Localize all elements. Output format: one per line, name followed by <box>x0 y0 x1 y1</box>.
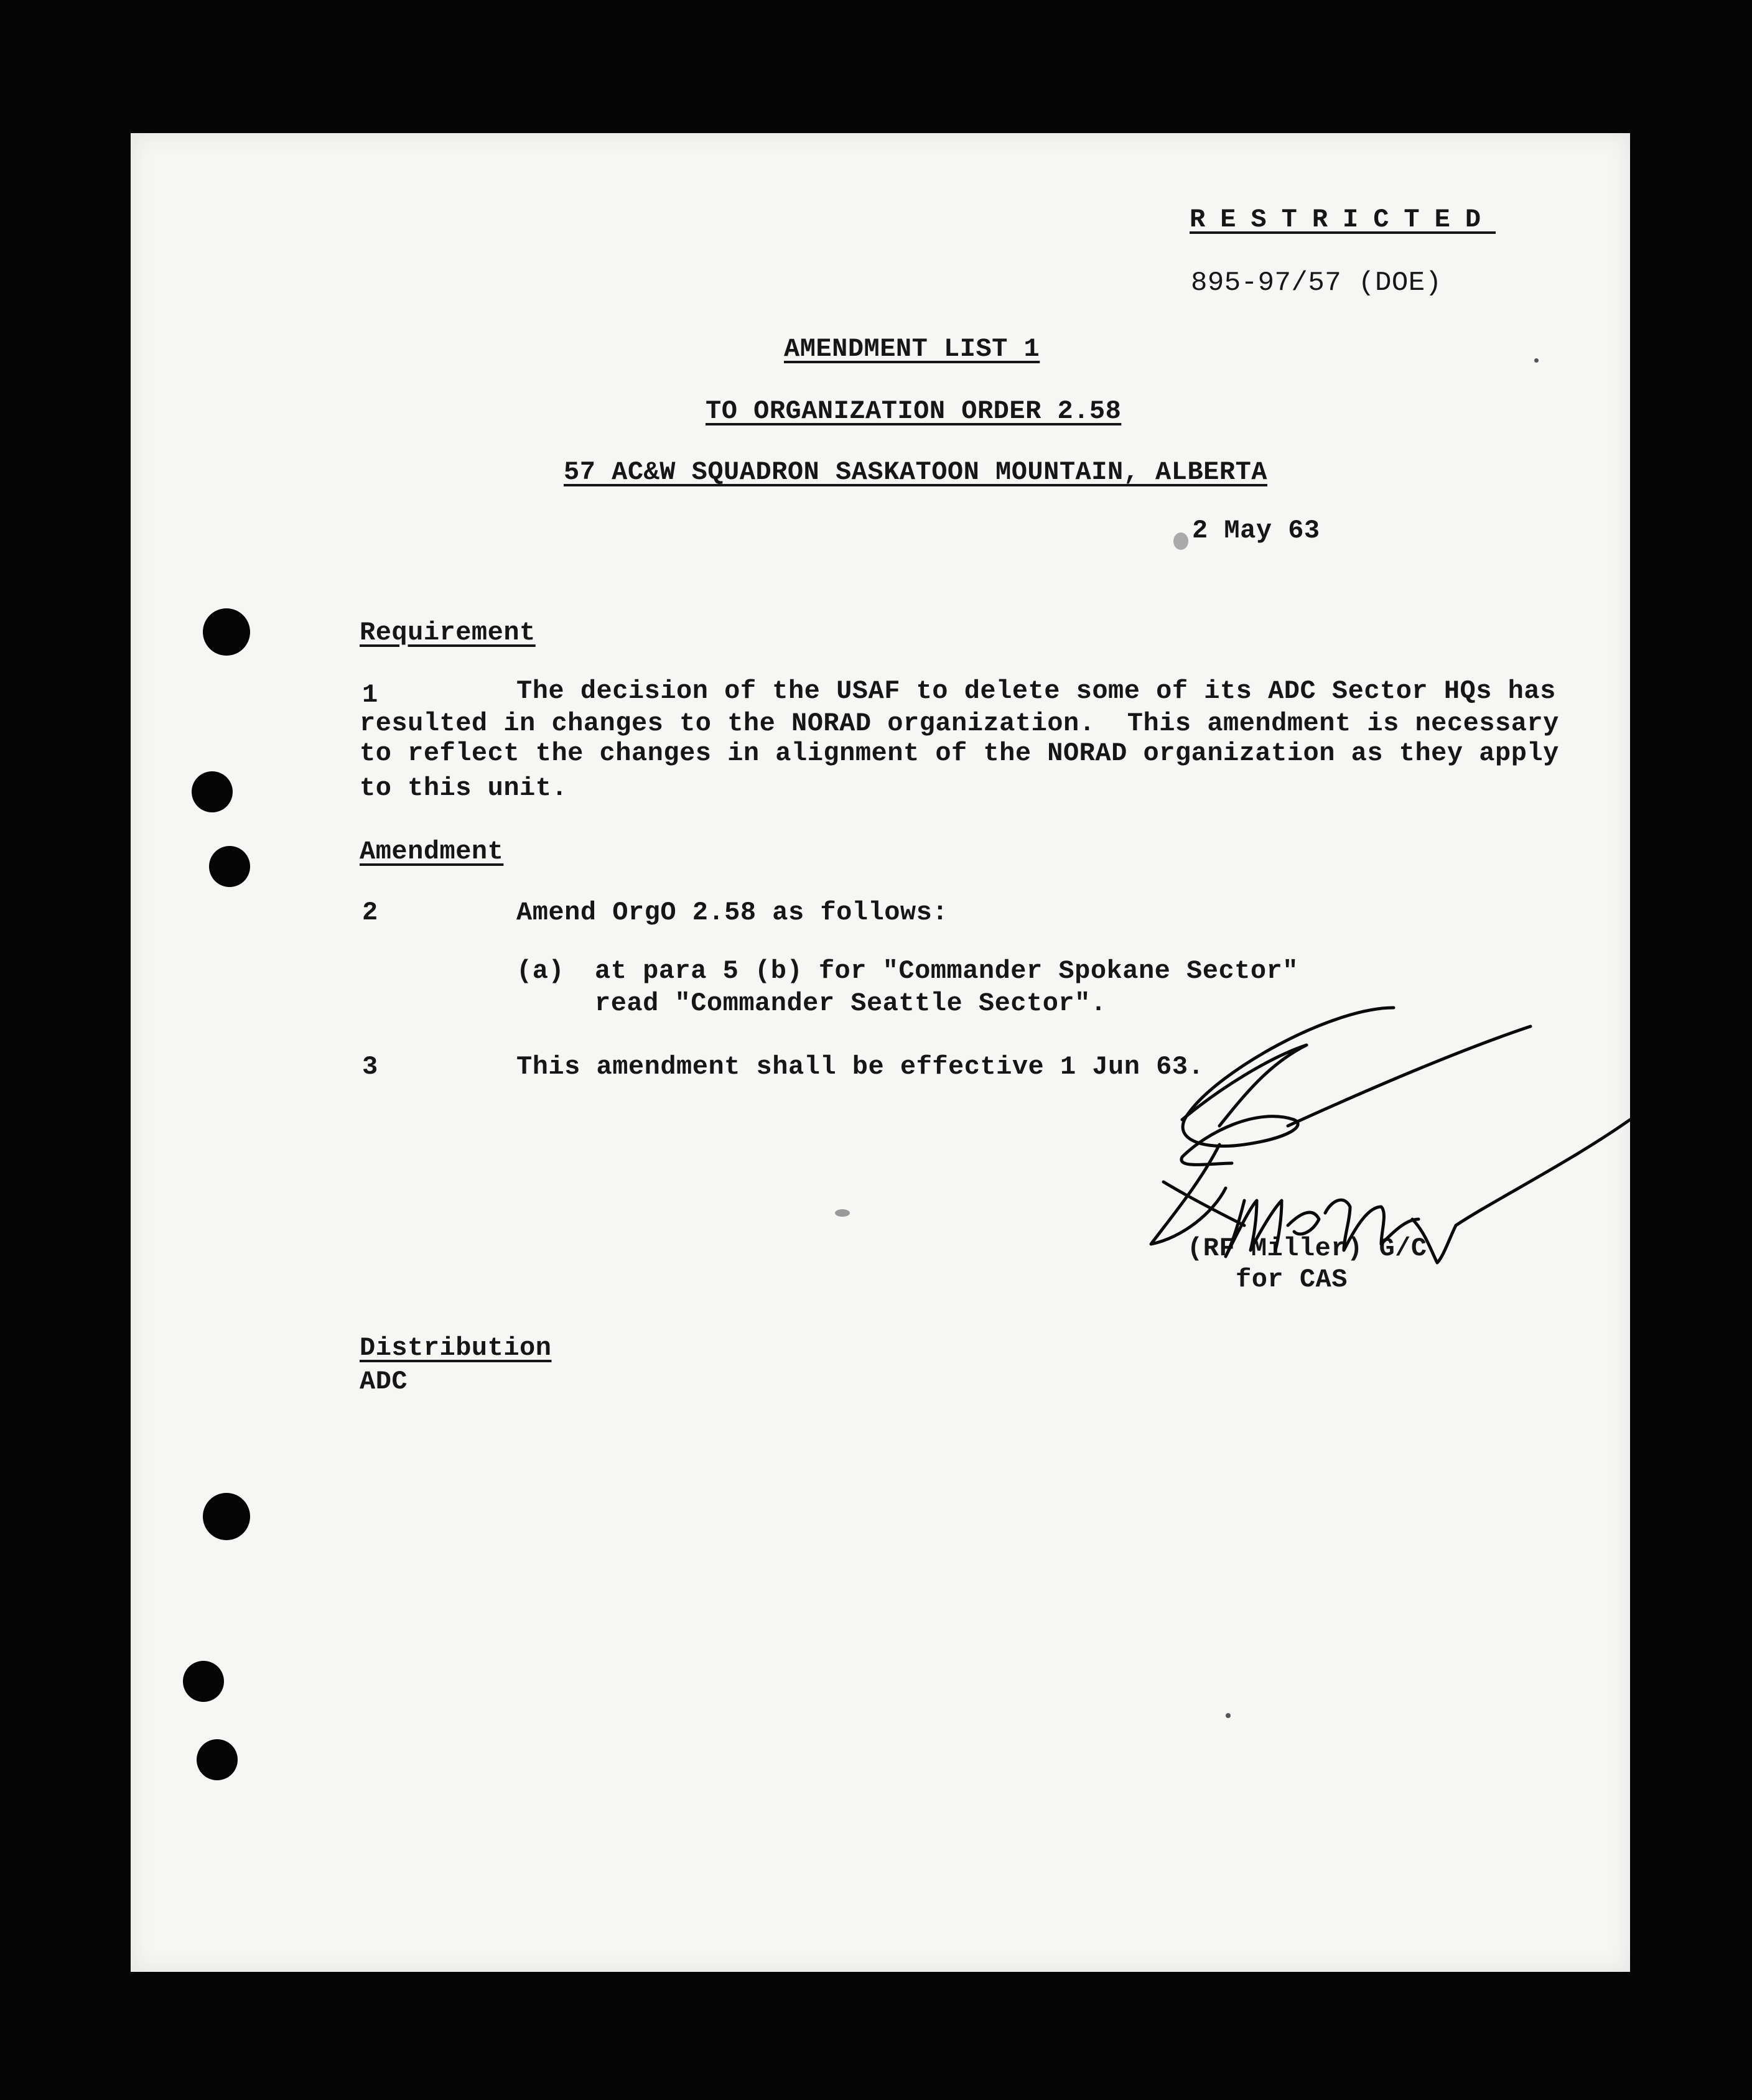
title-organization-order: TO ORGANIZATION ORDER 2.58 <box>706 396 1122 426</box>
signatory-name: (RF Miller) G/C <box>1187 1234 1427 1263</box>
requirement-line-2: resulted in changes to the NORAD organization. This amendment is necessary <box>360 709 1559 738</box>
para-1-number: 1 <box>362 680 378 710</box>
punch-hole <box>183 1661 224 1702</box>
para-3-text: This amendment shall be effective 1 Jun 63. <box>516 1052 1204 1082</box>
para-2-number: 2 <box>362 898 378 927</box>
title-amendment-list: AMENDMENT LIST 1 <box>784 334 1040 364</box>
amendment-heading: Amendment <box>360 837 504 866</box>
title-squadron: 57 AC&W SQUADRON SASKATOON MOUNTAIN, ALBERTA <box>564 457 1267 487</box>
item-a-line-2: read "Commander Seattle Sector". <box>595 988 1107 1018</box>
signatory-for: for CAS <box>1236 1265 1348 1294</box>
item-a-line-1: at para 5 (b) for "Commander Spokane Sector" <box>595 956 1298 986</box>
punch-hole <box>192 771 233 812</box>
requirement-line-1: The decision of the USAF to delete some of its ADC Sector HQs has <box>516 676 1556 706</box>
speck <box>1534 358 1539 363</box>
requirement-line-3: to reflect the changes in alignment of the NORAD organization as they apply <box>360 738 1559 768</box>
speck <box>1173 532 1188 550</box>
para-3-number: 3 <box>362 1052 378 1082</box>
requirement-line-4: to this unit. <box>360 773 568 803</box>
speck <box>1226 1713 1231 1718</box>
para-2-text: Amend OrgO 2.58 as follows: <box>516 898 949 927</box>
speck <box>835 1209 850 1217</box>
punch-hole <box>203 608 250 656</box>
punch-hole <box>203 1493 250 1540</box>
item-a-label: (a) <box>516 956 565 986</box>
requirement-heading: Requirement <box>360 618 536 648</box>
distribution-recipient: ADC <box>360 1367 408 1396</box>
punch-hole <box>197 1739 238 1780</box>
distribution-heading: Distribution <box>360 1333 552 1363</box>
file-number: 895-97/57 (DOE) <box>1191 267 1442 299</box>
document-date: 2 May 63 <box>1192 516 1320 546</box>
handwritten-signature <box>1145 995 1642 1288</box>
classification-marking: RESTRICTED <box>1190 205 1496 235</box>
punch-hole <box>209 846 250 887</box>
